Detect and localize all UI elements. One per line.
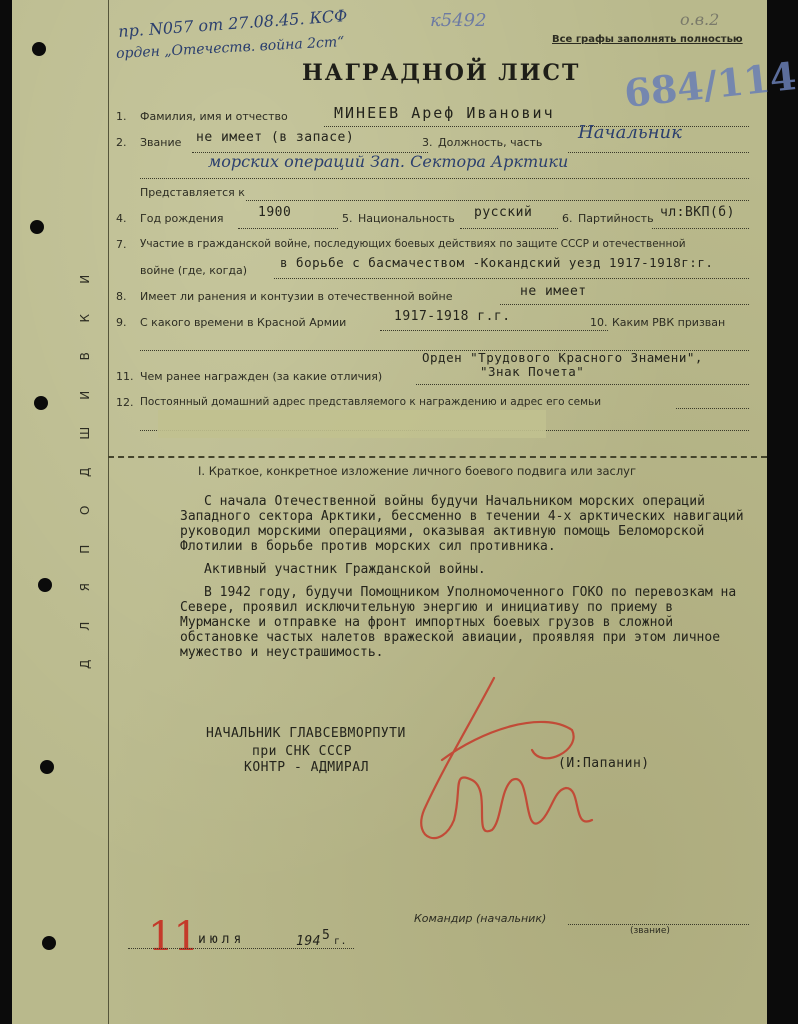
rank-label: (звание) <box>630 926 670 936</box>
field-value-civil-war: в борьбе с басмачеством -Кокандский уезд 1917-1918г:г. <box>280 255 714 270</box>
field-label-civil-war: Участие в гражданской войне, последующих боевых действиях по защите СССР и отечественной <box>140 238 686 250</box>
field-num: 4. <box>116 212 127 225</box>
field-num: 12. <box>116 396 134 409</box>
field-label-position: Должность, часть <box>438 136 543 149</box>
field-label-nominated: Представляется к <box>140 186 245 199</box>
field-value-name: МИНЕЕВ Ареф Иванович <box>334 104 555 122</box>
field-num: 9. <box>116 316 127 329</box>
field-value-awards-2: "Знак Почета" <box>480 364 585 379</box>
date-month: июля <box>198 932 246 947</box>
field-value-position: Начальник <box>578 122 682 143</box>
field-num: 7. <box>116 238 127 251</box>
field-value-birth-year: 1900 <box>258 205 292 220</box>
field-label-civil-war-cont: войне (где, когда) <box>140 264 248 277</box>
field-num: 11. <box>116 370 134 383</box>
field-value-awards-1: Орден "Трудового Красного Знамени", <box>422 350 703 365</box>
corner-mark: о.в.2 <box>680 10 720 29</box>
field-num: 5. <box>342 212 353 225</box>
field-value-party: чл:ВКП(б) <box>660 205 735 220</box>
punch-hole <box>30 220 44 234</box>
field-num: 6. <box>562 212 573 225</box>
archive-number: к5492 <box>430 10 487 31</box>
instruction-text: Все графы заполнять полностью <box>552 34 743 45</box>
field-num: 3. <box>422 136 433 149</box>
field-num: 1. <box>116 110 127 123</box>
field-label-rank: Звание <box>140 136 182 149</box>
field-value-rank: не имеет (в запасе) <box>196 130 355 145</box>
field-value-army-since: 1917-1918 г.г. <box>394 309 511 324</box>
punch-hole <box>42 936 56 950</box>
field-label-party: Партийность <box>578 212 654 225</box>
merit-paragraph: Активный участник Гражданской войны. <box>204 562 486 577</box>
field-value-nationality: русский <box>474 205 533 220</box>
field-label-birth-year: Год рождения <box>140 212 224 225</box>
section-title: I. Краткое, конкретное изложение личного боевого подвига или заслуг <box>198 464 637 478</box>
field-label-army-since: С какого времени в Красной Армии <box>140 316 347 329</box>
merit-paragraph: С начала Отечественной войны будучи Начальником морских операций Западного сектора Арктики, бессменно в течении 4-х арктических навигаций руководил морскими операциями, оказывая активную помощь Беломорской Флотилии в борьбе против морских сил противника. <box>180 494 744 554</box>
field-label-address: Постоянный домашний адрес представляемого к награждению и адрес его семьи <box>140 396 602 408</box>
signature-stroke <box>421 678 592 838</box>
field-label-awards: Чем ранее награжден (за какие отличия) <box>140 370 383 383</box>
field-label-wounds: Имеет ли ранения и контузии в отечественной войне <box>140 290 453 303</box>
field-num: 10. <box>590 316 608 329</box>
punch-hole <box>34 396 48 410</box>
page-title: НАГРАДНОЙ ЛИСТ <box>302 60 581 86</box>
signatory-org: при СНК СССР <box>252 744 352 759</box>
stamp-number: 684/114 <box>622 53 798 116</box>
signatory-name: (И:Папанин) <box>558 756 650 771</box>
commander-label: Командир (начальник) <box>414 912 547 925</box>
field-num: 8. <box>116 290 127 303</box>
top-note-line2: орден „Отечеств. война 2ст“ <box>115 34 345 62</box>
merit-description <box>180 494 750 668</box>
punch-hole <box>40 760 54 774</box>
redacted-area <box>158 410 546 438</box>
award-sheet <box>12 0 798 1024</box>
field-value-position-cont: морских операций Зап. Сектора Арктики <box>208 152 569 171</box>
signatory-title: НАЧАЛЬНИК ГЛАВСЕВМОРПУТИ <box>206 726 406 741</box>
date-year-prefix: 194 <box>296 934 321 949</box>
section-divider <box>108 456 767 458</box>
field-value-wounds: не имеет <box>520 284 587 299</box>
date-day: 11 <box>148 914 199 960</box>
field-label-nationality: Национальность <box>358 212 455 225</box>
signatory-rank: КОНТР - АДМИРАЛ <box>244 760 369 775</box>
red-signature <box>382 670 622 870</box>
punch-hole <box>38 578 52 592</box>
date-year-suffix: г. <box>334 936 348 947</box>
field-label-name: Фамилия, имя и отчество <box>140 110 288 123</box>
merit-paragraph: В 1942 году, будучи Помощником Уполномоченного ГОКО по перевозкам на Севере, проявил исключительную энергию и инициативу по приему в Мурманске и отправке на фронт импортных боевых грузов в сложной обстановке частых налетов вражеской авиации, проявляя при этом личное мужество и неустрашимость. <box>180 585 737 660</box>
top-note-line1: пр. N057 от 27.08.45. КСФ <box>117 6 348 41</box>
punch-hole <box>32 42 46 56</box>
date-year-digit: 5 <box>322 928 331 943</box>
field-num: 2. <box>116 136 127 149</box>
field-label-rvk: Каким РВК призван <box>612 316 726 329</box>
binding-label: И К В И Ш Д О П Я Л Д <box>77 274 92 669</box>
